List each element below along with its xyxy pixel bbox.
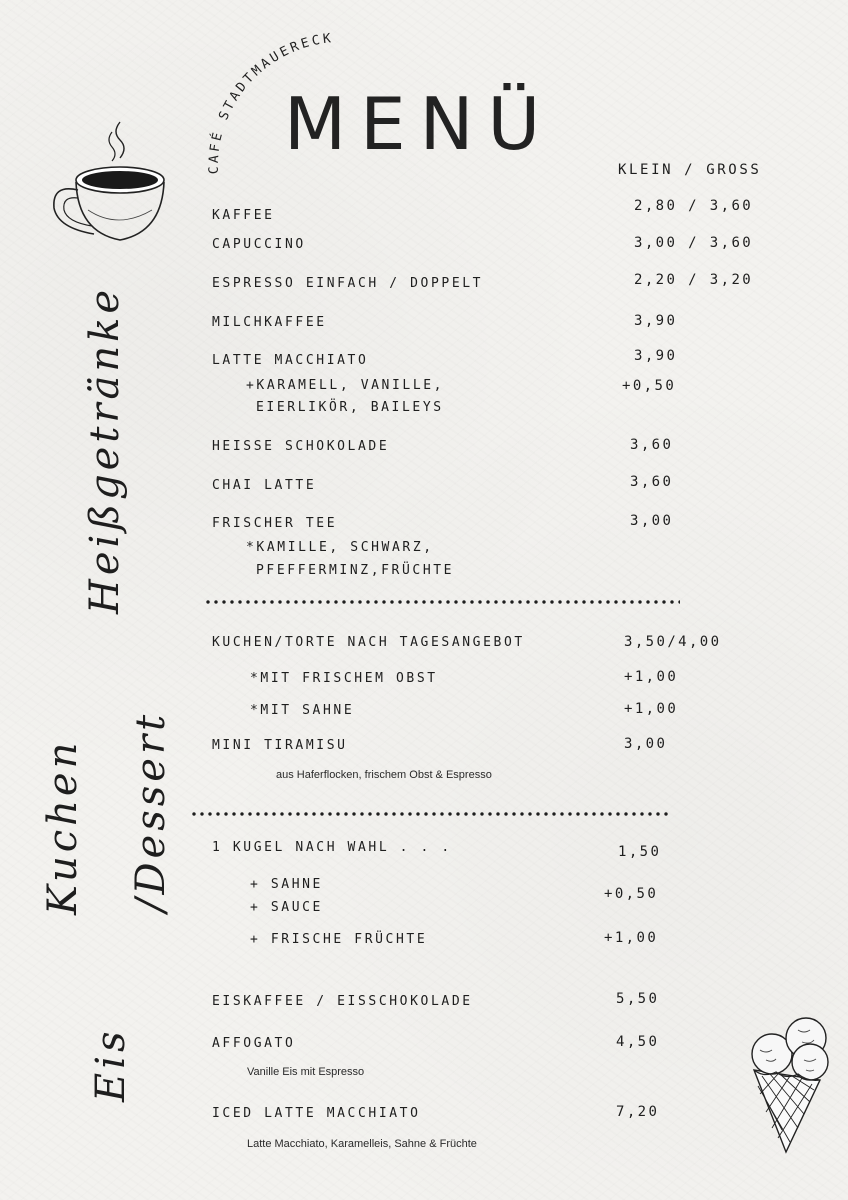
menu-title: MENÜ <box>284 82 555 166</box>
item-espresso: ESPRESSO EINFACH / DOPPELT <box>212 276 484 291</box>
price-milchkaffee: 3,90 <box>634 313 678 329</box>
price-chai: 3,60 <box>630 474 674 490</box>
price-kugel: 1,50 <box>618 844 662 860</box>
item-sahne: *MIT SAHNE <box>250 703 355 718</box>
item-eiskaffee: EISKAFFEE / EISSCHOKOLADE <box>212 994 473 1009</box>
item-kuchen: KUCHEN/TORTE NACH TAGESANGEBOT <box>212 635 525 650</box>
item-tee: FRISCHER TEE <box>212 516 338 531</box>
coffee-cup-icon <box>48 110 173 245</box>
item-tee-extra-2: PFEFFERMINZ,FRÜCHTE <box>256 563 455 578</box>
price-eiskaffee: 5,50 <box>616 991 660 1007</box>
cafe-name: CAFÉ STADTMAUERECK <box>206 30 335 175</box>
ice-cream-cone-icon <box>742 1010 836 1158</box>
item-kaffee: KAFFEE <box>212 208 275 223</box>
note-affogato: Vanille Eis mit Espresso <box>247 1066 365 1078</box>
item-tee-extra-1: *KAMILLE, SCHWARZ, <box>246 540 434 555</box>
divider-2 <box>190 812 668 816</box>
item-ice-sauce: + SAUCE <box>250 900 323 915</box>
section-label-cake-2: /Dessert <box>128 710 174 912</box>
note-tiramisu: aus Haferflocken, frischem Obst & Espresso <box>276 769 492 781</box>
item-milchkaffee: MILCHKAFFEE <box>212 315 327 330</box>
note-iced-latte: Latte Macchiato, Karamelleis, Sahne & Früchte <box>247 1138 477 1150</box>
item-iced-latte: ICED LATTE MACCHIATO <box>212 1106 421 1121</box>
item-latte: LATTE MACCHIATO <box>212 353 369 368</box>
price-obst: +1,00 <box>624 669 679 685</box>
item-latte-extra-1: +KARAMELL, VANILLE, <box>246 378 445 393</box>
price-espresso: 2,20 / 3,20 <box>634 272 754 288</box>
section-label-hot-drinks: Heißgetränke <box>82 285 128 614</box>
item-schokolade: HEISSE SCHOKOLADE <box>212 439 390 454</box>
item-affogato: AFFOGATO <box>212 1036 296 1051</box>
size-header: KLEIN / GROSS <box>618 162 762 178</box>
item-chai: CHAI LATTE <box>212 478 317 493</box>
item-obst: *MIT FRISCHEM OBST <box>250 671 438 686</box>
price-affogato: 4,50 <box>616 1034 660 1050</box>
price-sahne: +1,00 <box>624 701 679 717</box>
price-capuccino: 3,00 / 3,60 <box>634 235 754 251</box>
price-ice-sauce: +0,50 <box>604 886 659 902</box>
price-schokolade: 3,60 <box>630 437 674 453</box>
item-latte-extra-2: EIERLIKÖR, BAILEYS <box>256 400 444 415</box>
section-label-ice: Eis <box>88 1027 134 1102</box>
item-kugel: 1 KUGEL NACH WAHL . . . <box>212 840 452 855</box>
price-tee: 3,00 <box>630 513 674 529</box>
section-label-cake-1: Kuchen <box>40 738 86 915</box>
price-latte: 3,90 <box>634 348 678 364</box>
price-kuchen: 3,50/4,00 <box>624 634 722 650</box>
price-kaffee: 2,80 / 3,60 <box>634 198 754 214</box>
item-ice-sahne: + SAHNE <box>250 877 323 892</box>
price-tiramisu: 3,00 <box>624 736 668 752</box>
price-ice-fruechte: +1,00 <box>604 930 659 946</box>
price-latte-extra: +0,50 <box>622 378 677 394</box>
item-ice-fruechte: + FRISCHE FRÜCHTE <box>250 932 428 947</box>
price-iced-latte: 7,20 <box>616 1104 660 1120</box>
item-capuccino: CAPUCCINO <box>212 237 306 252</box>
item-tiramisu: MINI TIRAMISU <box>212 738 348 753</box>
divider-1 <box>204 600 680 604</box>
